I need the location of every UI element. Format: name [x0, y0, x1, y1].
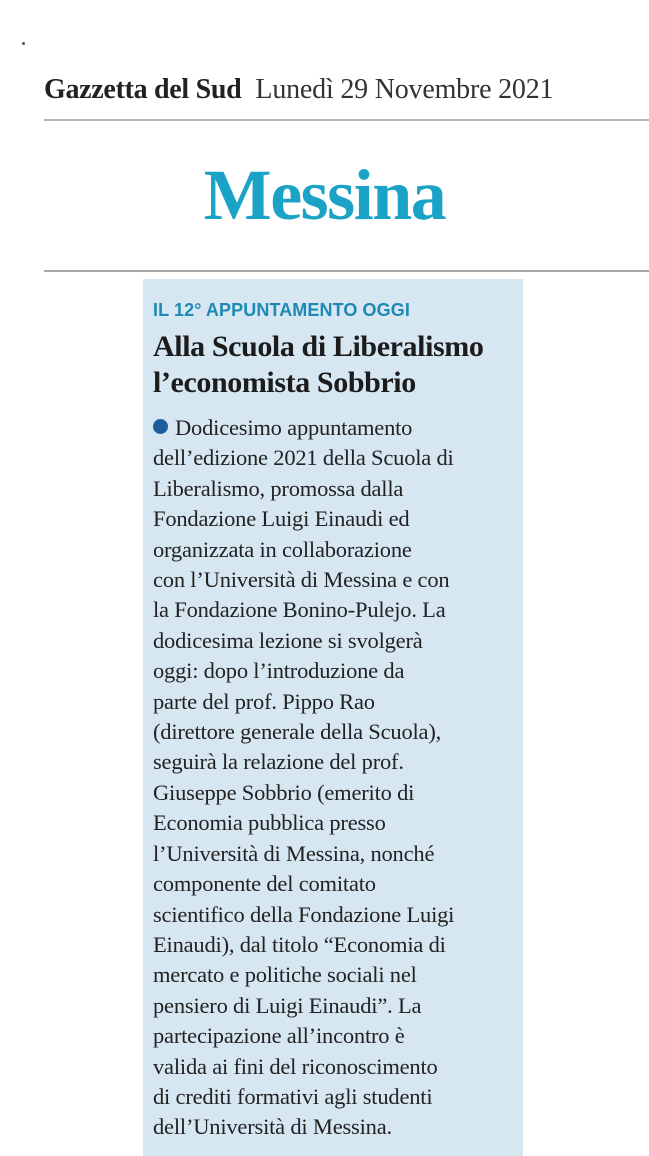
- body-line: con l’Università di Messina e con: [153, 567, 450, 593]
- body-line: di crediti formativi agli studenti: [153, 1083, 433, 1109]
- body-line: organizzata in collaborazione: [153, 536, 412, 562]
- headline-line: l’economista Sobbrio: [153, 366, 416, 399]
- issue-date: Lunedì 29 Novembre 2021: [255, 74, 554, 105]
- body-line: dodicesima lezione si svolgerà: [153, 627, 423, 653]
- headline-line: Alla Scuola di Liberalismo: [153, 330, 484, 363]
- masthead: [44, 72, 644, 112]
- body-line: la Fondazione Bonino-Pulejo. La: [153, 597, 446, 623]
- body-line: Liberalismo, promossa dalla: [153, 475, 404, 501]
- body-line: valida ai fini del riconoscimento: [153, 1053, 438, 1079]
- body-line: dell’Università di Messina.: [153, 1114, 392, 1140]
- article-body: [153, 413, 515, 1143]
- body-line: oggi: dopo l’introduzione da: [153, 658, 405, 684]
- newspaper-name: Gazzetta del Sud: [44, 74, 242, 105]
- bullet-dot-icon: [153, 419, 168, 434]
- body-line: parte del prof. Pippo Rao: [153, 688, 375, 714]
- scan-speck: [22, 42, 25, 45]
- body-line: l’Università di Messina, nonché: [153, 840, 435, 866]
- body-line-text: Dodicesimo appuntamento: [175, 415, 413, 440]
- body-line: Fondazione Luigi Einaudi ed: [153, 506, 410, 532]
- body-line: Giuseppe Sobbrio (emerito di: [153, 779, 415, 805]
- masthead-divider: [44, 119, 649, 121]
- body-line: mercato e politiche sociali nel: [153, 962, 417, 988]
- article-headline: [153, 329, 515, 401]
- body-line: componente del comitato: [153, 871, 376, 897]
- article-kicker: IL 12° APPUNTAMENTO OGGI: [153, 300, 410, 320]
- section-divider: [44, 270, 649, 272]
- section-title: Messina: [203, 155, 446, 235]
- body-line: seguirà la relazione del prof.: [153, 749, 404, 775]
- body-line: partecipazione all’incontro è: [153, 1023, 405, 1049]
- body-line: (direttore generale della Scuola),: [153, 719, 442, 745]
- body-line: [153, 413, 515, 443]
- article-box: [143, 279, 523, 1156]
- body-line: dell’edizione 2021 della Scuola di: [153, 445, 454, 471]
- body-line: Economia pubblica presso: [153, 810, 386, 836]
- body-line: pensiero di Luigi Einaudi”. La: [153, 992, 422, 1018]
- body-line: scientifico della Fondazione Luigi: [153, 901, 455, 927]
- body-line: Einaudi), dal titolo “Economia di: [153, 931, 446, 957]
